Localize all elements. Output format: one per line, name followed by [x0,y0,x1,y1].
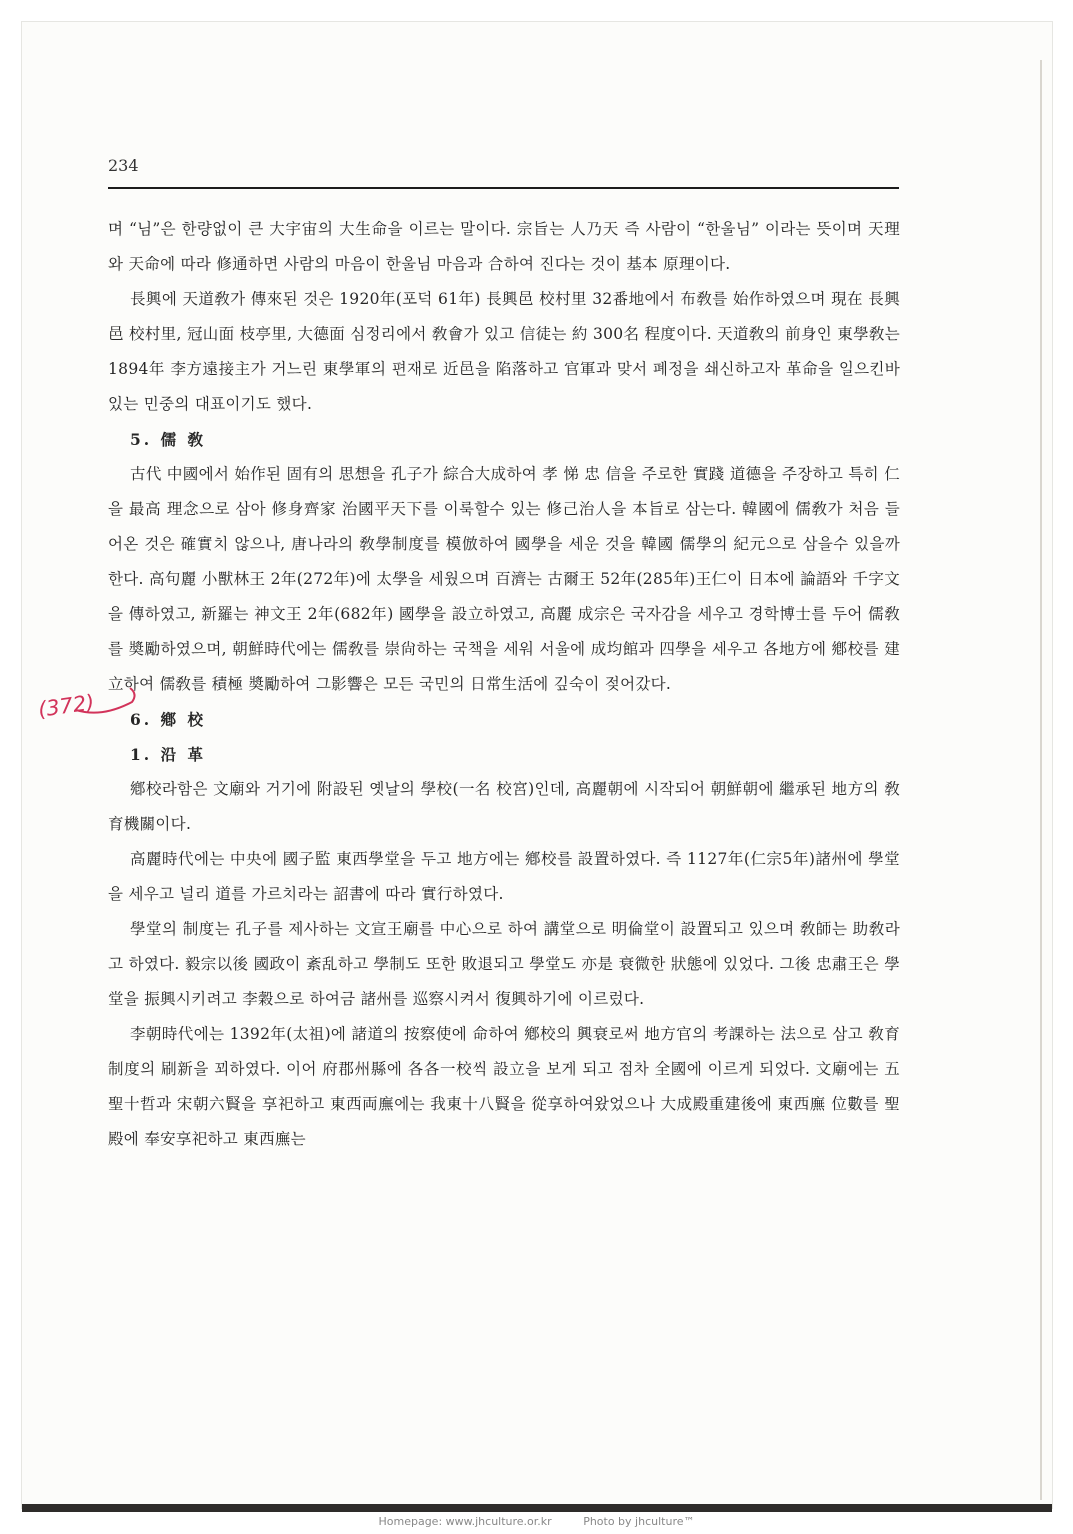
header-rule [108,187,899,189]
section-heading-confucianism: 5. 儒 敎 [130,430,206,449]
page-edge [1040,60,1042,1500]
section-heading-hyanggyo: 6. 鄕 校 [130,710,206,729]
paragraph-confucianism: 古代 中國에서 始作된 固有의 思想을 孔子가 綜合大成하여 孝 悌 忠 信을 주로한 實踐 道德을 주장하고 특히 仁을 最高 理念으로 삼아 修身齊家 治國平天下를 이룩할수 있는 修己治人을 本旨로 삼는다. 韓國에 儒敎가 처음 들어온 것은 確實치 않으나, 唐나라의 敎學制度를 模倣하여 國學을 세운 것을 韓國 儒學의 紀元으로 삼을수 있을까 한다. 高句麗 小獸林王 2年(272年)에 太學을 세웠으며 百濟는 古爾王 52年(285年)王仁이 日本에 論語와 千字文을 傳하였고, 新羅는 神文王 2年(682年) 國學을 設立하였고, 高麗 成宗은 국자감을 세우고 경학博士를 두어 儒敎를 奬勵하였으며, 朝鮮時代에는 儒敎를 崇尙하는 국책을 세워 서울에 成均館과 四學을 세우고 各地方에 鄕校를 建立하여 儒敎를 積極 奬勵하여 그影響은 모든 국민의 日常生活에 깊숙이 젖어갔다. [108,465,900,693]
image-footer [0,1515,1073,1528]
paragraph-cheondo-jangheung: 長興에 天道敎가 傳來된 것은 1920年(포덕 61年) 長興邑 校村里 32番地에서 布敎를 始作하였으며 現在 長興邑 校村里, 冠山面 枝亭里, 大德面 심정리에서 敎會가 있고 信徒는 約 300名 程度이다. 天道敎의 前身인 東學敎는 1894年 李方遠接主가 거느린 東學軍의 편재로 近邑을 陷落하고 官軍과 맞서 폐정을 쇄신하고자 革命을 일으킨바 있는 민중의 대표이기도 했다. [108,290,900,413]
document-body [108,212,900,1157]
handwritten-annotation: (372) [36,690,96,722]
footer-homepage: Homepage: www.jhculture.or.kr [378,1515,552,1528]
subsection-heading-history: 1. 沿 革 [130,745,206,764]
scan-bottom-band [22,1504,1052,1512]
page-number: 234 [108,156,139,175]
paragraph-hyanggyo-definition: 鄕校라함은 文廟와 거기에 附設된 옛날의 學校(一名 校宮)인데, 高麗朝에 시작되어 朝鮮朝에 繼承된 地方의 敎育機關이다. [108,780,900,833]
footer-photo-credit: Photo by jhculture™ [583,1515,695,1528]
paragraph-hakdang-system: 學堂의 制度는 孔子를 제사하는 文宣王廟를 中心으로 하여 講堂으로 明倫堂이 設置되고 있으며 敎師는 助敎라고 하였다. 毅宗以後 國政이 紊乱하고 學制도 또한 敗退되고 學堂도 亦是 衰微한 狀態에 있었다. 그後 忠肅王은 學堂을 振興시키려고 李穀으로 하여금 諸州를 巡察시켜서 復興하기에 이르렀다. [108,920,900,1008]
paragraph-joseon-era: 李朝時代에는 1392年(太祖)에 諸道의 按察使에 命하여 鄕校의 興衰로써 地方官의 考課하는 法으로 삼고 敎育制度의 刷新을 꾀하였다. 이어 府郡州縣에 各各一校씩 設立을 보게 되고 점차 全國에 이르게 되었다. 文廟에는 五聖十哲과 宋朝六賢을 享祀하고 東西両廡에는 我東十八賢을 從享하여왔었으나 大成殿重建後에 東西廡 位數를 聖殿에 奉安享祀하고 東西廡는 [108,1025,900,1148]
paragraph-cheondo-doctrine: 며 “님”은 한량없이 큰 大宇宙의 大生命을 이르는 말이다. 宗旨는 人乃天 즉 사람이 “한울님” 이라는 뜻이며 天理와 天命에 따라 修通하면 사람의 마음이 한울님 마음과 合하여 진다는 것이 基本 原理이다. [108,220,900,273]
paragraph-goryeo-era: 高麗時代에는 中央에 國子監 東西學堂을 두고 地方에는 鄕校를 設置하였다. 즉 1127年(仁宗5年)諸州에 學堂을 세우고 널리 道를 가르치라는 詔書에 따라 實行하였다. [108,850,900,903]
